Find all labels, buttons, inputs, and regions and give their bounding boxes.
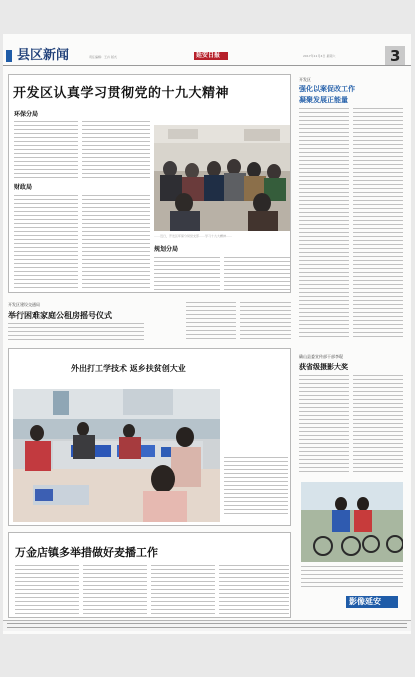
- text-column: [82, 121, 150, 179]
- migrant-story: [8, 348, 291, 526]
- text-column: [82, 195, 150, 291]
- right-top-story: [299, 74, 405, 342]
- text-column: [8, 323, 144, 341]
- footer-text: [7, 623, 407, 629]
- masthead-badge: [194, 52, 228, 60]
- text-column: [353, 108, 403, 338]
- badge-text: 影像延安: [349, 597, 381, 606]
- text-column: [15, 565, 79, 615]
- masthead-text: 延安日报: [196, 52, 221, 59]
- lottery-kicker: 开发区建设交通局: [8, 302, 40, 307]
- students-photo-illustration: [301, 482, 403, 562]
- footer-strip: [3, 620, 411, 631]
- meeting-photo-illustration: [154, 125, 290, 231]
- workshop-photo-illustration: [13, 389, 220, 522]
- page-number: [385, 46, 405, 66]
- right-mid-kicker: 确山县委宣传部干部李琨: [299, 354, 343, 359]
- lottery-headline: 举行困难家庭公租房摇号仪式: [8, 311, 112, 320]
- page-date: 2017年11月4日 星期六: [303, 54, 336, 58]
- section-title: 县区新闻: [17, 48, 70, 63]
- right-bottom-badge: [346, 596, 398, 608]
- wheat-headline: 万金店镇多举措做好麦播工作: [15, 546, 158, 559]
- workshop-photo: [13, 389, 220, 522]
- text-column: [299, 108, 349, 338]
- page-header: [3, 46, 411, 66]
- text-column: [14, 195, 78, 291]
- right-mid-story: [299, 351, 405, 481]
- right-top-headline-2: 凝聚发展正能量: [299, 96, 348, 104]
- text-column: [299, 375, 349, 475]
- caption-text: [224, 457, 288, 517]
- main-story: [8, 74, 291, 293]
- text-column: [151, 565, 215, 615]
- text-column: [240, 302, 291, 341]
- text-column: [186, 302, 236, 341]
- right-top-headline-1: 强化以案促改工作: [299, 85, 355, 93]
- meeting-photo: [154, 125, 290, 231]
- text-column: [219, 565, 289, 615]
- students-photo: [301, 482, 403, 562]
- text-column: [14, 121, 78, 179]
- text-column: [83, 565, 147, 615]
- page-number-text: 3: [390, 47, 401, 65]
- text-column: [154, 257, 220, 291]
- right-bottom-caption: [301, 566, 403, 590]
- sub-heading-planning: 规划分局: [154, 246, 179, 253]
- main-headline: 开发区认真学习贯彻党的十九大精神: [13, 86, 230, 101]
- right-top-kicker: 开发区: [299, 77, 311, 82]
- photo-caption: ……近日，开发区环保分局党支部……学习十九大精神……: [154, 234, 233, 238]
- text-column: [224, 257, 290, 291]
- sub-heading-finance: 财政局: [14, 184, 33, 191]
- migrant-headline: 外出打工学技术 返乡扶贫创大业: [71, 364, 186, 373]
- section-block: [6, 50, 12, 62]
- header-rule: [3, 65, 411, 66]
- editor-line: 责任编辑：王卉 版式: [89, 55, 117, 59]
- wheat-story: [8, 532, 291, 618]
- lottery-story: [8, 299, 291, 343]
- sub-heading-env: 环保分局: [14, 111, 39, 118]
- right-mid-headline: 获省级摄影大奖: [299, 363, 348, 371]
- text-column: [353, 375, 403, 475]
